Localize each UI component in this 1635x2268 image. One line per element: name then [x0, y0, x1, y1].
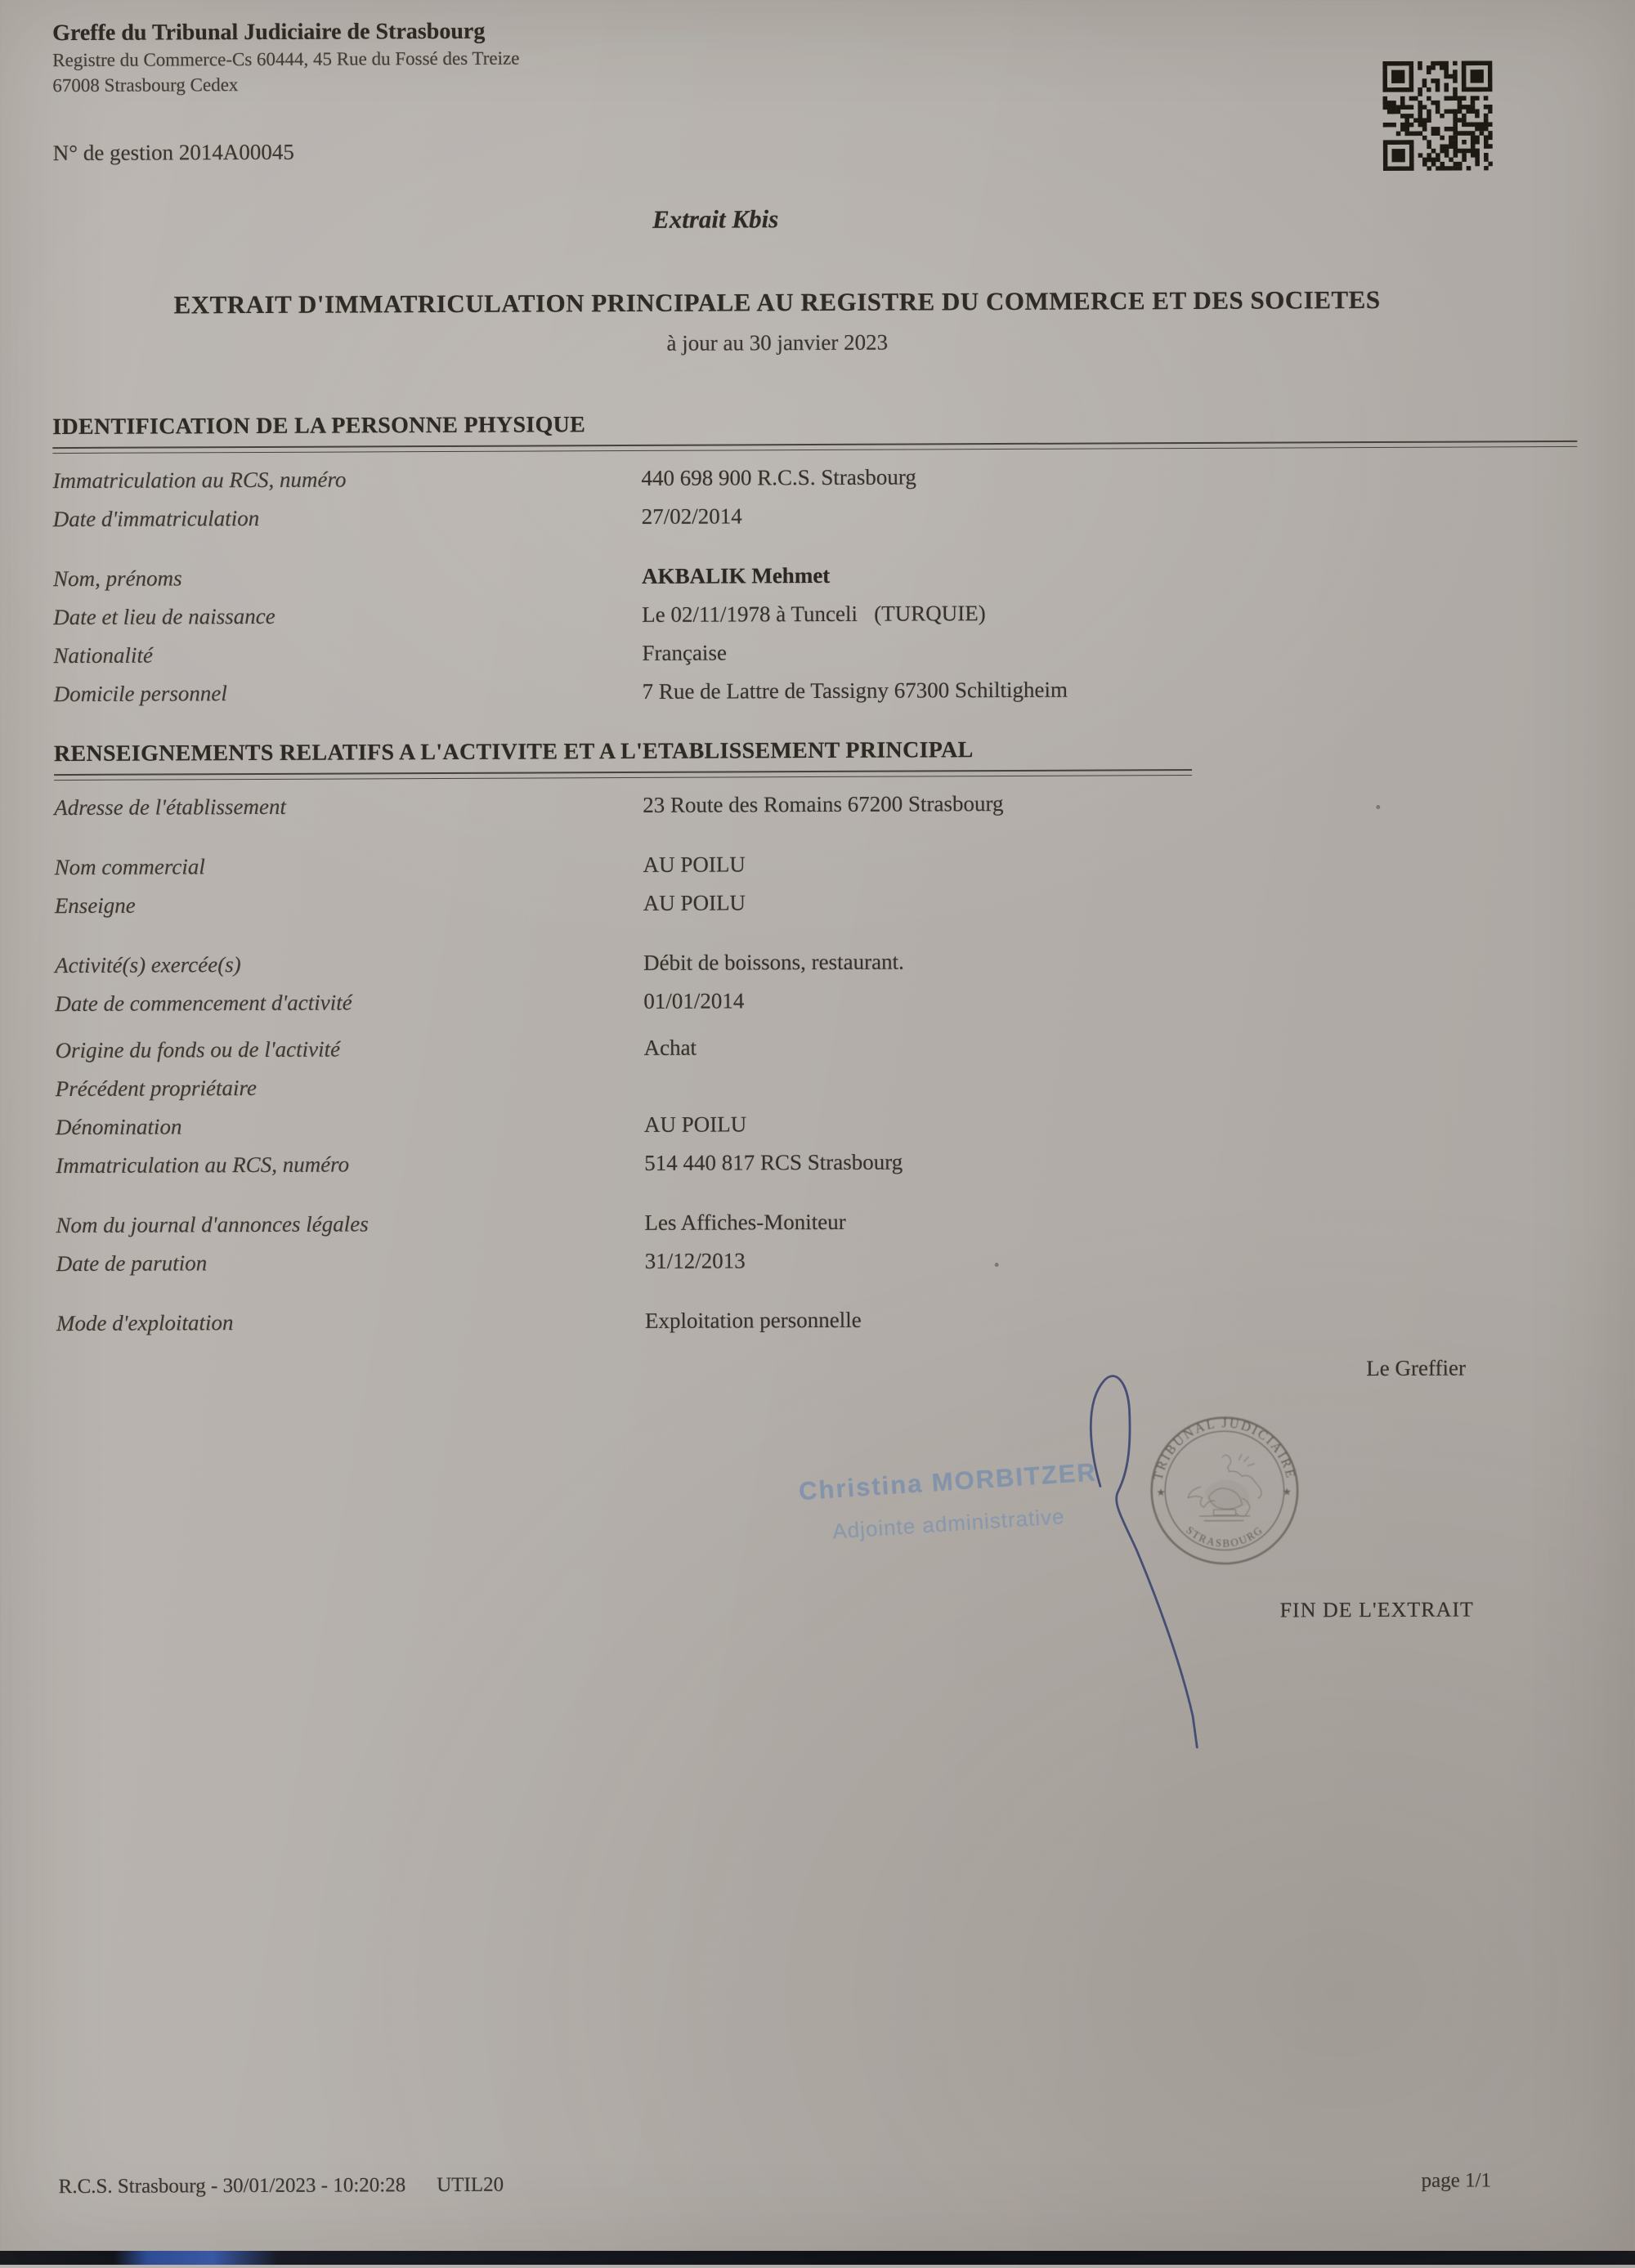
field-label: Mode d'exploitation — [56, 1310, 234, 1336]
qr-code-pattern — [1382, 60, 1493, 171]
field-row — [56, 1071, 1194, 1115]
field-label: Nom commercial — [54, 854, 205, 880]
field-row — [56, 1208, 1194, 1251]
section-activite — [54, 736, 1194, 1349]
field-row — [53, 637, 1578, 682]
main-title: EXTRAIT D'IMMATRICULATION PRINCIPALE AU REGISTRE DU COMMERCE ET DES SOCIETES — [173, 284, 1381, 320]
terminal-code: UTIL20 — [437, 2173, 504, 2197]
field-label: Date d'immatriculation — [52, 505, 260, 532]
office-address-line1: Registre du Commerce-Cs 60444, 45 Rue du Fossé des Treize — [52, 47, 520, 71]
field-row — [56, 1148, 1194, 1192]
field-row — [52, 462, 1577, 507]
field-label: Adresse de l'établissement — [54, 794, 287, 821]
field-row — [54, 675, 1579, 720]
management-number: N° de gestion 2014A00045 — [52, 139, 294, 166]
field-label: Date de commencement d'activité — [55, 990, 352, 1017]
document-type-title: Extrait Kbis — [652, 204, 779, 234]
field-label: Enseigne — [54, 892, 136, 919]
field-value: AU POILU — [643, 890, 746, 915]
field-value: 514 440 817 RCS Strasbourg — [644, 1149, 903, 1175]
field-row — [53, 560, 1578, 605]
field-label: Domicile personnel — [53, 681, 227, 707]
field-value: Débit de boissons, restaurant. — [643, 949, 904, 975]
seal-emblem — [1188, 1454, 1261, 1521]
field-value: 7 Rue de Lattre de Tassigny 67300 Schiltigheim — [642, 677, 1068, 704]
footer-left — [59, 2174, 504, 2199]
field-label: Nom du journal d'annonces légales — [56, 1211, 369, 1238]
field-label: Activité(s) exercée(s) — [55, 952, 241, 978]
fields-activite — [54, 790, 1194, 1349]
section-identification — [52, 408, 1579, 720]
field-row — [56, 1110, 1194, 1153]
section-rule — [52, 441, 1577, 454]
end-of-extract: FIN DE L'EXTRAIT — [1279, 1597, 1474, 1622]
field-group — [55, 948, 1193, 1030]
stamp-name: Christina MORBITZER — [798, 1457, 1098, 1506]
field-value: 31/12/2013 — [644, 1248, 746, 1273]
seal-star-right-icon: ★ — [1282, 1486, 1292, 1498]
field-value: 23 Route des Romains 67200 Strasbourg — [643, 791, 1004, 817]
court-seal — [1144, 1411, 1304, 1570]
field-value: Les Affiches-Moniteur — [644, 1209, 846, 1235]
field-label: Date de parution — [56, 1250, 208, 1277]
field-group — [56, 1306, 1194, 1349]
seal-top-text: TRIBUNAL JUDICIAIRE — [1151, 1416, 1298, 1482]
field-label: Nom, prénoms — [52, 566, 182, 592]
office-name: Greffe du Tribunal Judiciaire de Strasbourg — [52, 18, 486, 47]
field-label: Date et lieu de naissance — [53, 603, 275, 630]
qr-code — [1382, 60, 1493, 171]
greffier-title: Le Greffier — [1366, 1355, 1467, 1381]
field-label: Origine du fonds ou de l'activité — [55, 1036, 341, 1063]
field-group — [56, 1208, 1194, 1290]
field-row — [55, 888, 1193, 932]
field-label: Dénomination — [55, 1114, 182, 1140]
svg-text:STRASBOURG — [1184, 1523, 1265, 1550]
section-heading: IDENTIFICATION DE LA PERSONNE PHYSIQUE — [52, 412, 586, 441]
page-number: page 1/1 — [1421, 2169, 1492, 2192]
field-value: AKBALIK Mehmet — [641, 562, 831, 588]
scan-speck — [995, 1263, 999, 1267]
field-value: 440 698 900 R.C.S. Strasbourg — [641, 464, 916, 490]
field-value — [644, 1071, 1194, 1112]
section-rule — [54, 769, 1192, 781]
footer-registry-timestamp: R.C.S. Strasbourg - 30/01/2023 - 10:20:28 — [58, 2174, 406, 2199]
field-row — [56, 1246, 1194, 1290]
svg-text:TRIBUNAL JUDICIAIRE — [1151, 1416, 1297, 1482]
field-row — [55, 948, 1193, 991]
section-heading: RENSEIGNEMENTS RELATIFS A L'ACTIVITE ET A L'ETABLISSEMENT PRINCIPAL — [53, 737, 974, 767]
field-row — [54, 790, 1192, 834]
field-value: AU POILU — [643, 852, 746, 877]
field-label: Immatriculation au RCS, numéro — [56, 1152, 350, 1179]
field-value: Française — [642, 640, 727, 665]
field-label: Nationalité — [53, 642, 154, 669]
field-row — [53, 500, 1578, 545]
field-label: Immatriculation au RCS, numéro — [52, 467, 347, 494]
stamp-role: Adjointe administrative — [831, 1504, 1066, 1544]
scan-edge-strip — [0, 2251, 1635, 2265]
seal-bottom-text: STRASBOURG — [1184, 1523, 1266, 1550]
scan-speck — [1376, 805, 1380, 809]
field-row — [55, 850, 1193, 893]
field-row — [53, 598, 1578, 643]
field-group — [53, 560, 1579, 720]
office-address-line2: 67008 Strasbourg Cedex — [52, 74, 239, 96]
field-label: Précédent propriétaire — [55, 1075, 258, 1102]
field-group — [55, 850, 1193, 932]
field-value: Achat — [643, 1035, 697, 1060]
field-group — [54, 790, 1192, 834]
field-value: Le 02/11/1978 à Tunceli (TURQUIE) — [642, 601, 986, 627]
as-of-date: à jour au 30 janvier 2023 — [666, 329, 889, 356]
field-value: AU POILU — [643, 1112, 747, 1137]
field-group — [55, 1033, 1194, 1192]
field-value: 27/02/2014 — [641, 503, 742, 529]
field-value: 01/01/2014 — [643, 988, 745, 1013]
field-row — [56, 1306, 1194, 1349]
field-value: Exploitation personnelle — [644, 1307, 862, 1333]
fields-identification — [52, 462, 1578, 720]
field-group — [52, 462, 1577, 545]
field-row — [55, 986, 1193, 1030]
seal-star-left-icon: ★ — [1156, 1486, 1166, 1499]
field-row — [55, 1033, 1193, 1076]
